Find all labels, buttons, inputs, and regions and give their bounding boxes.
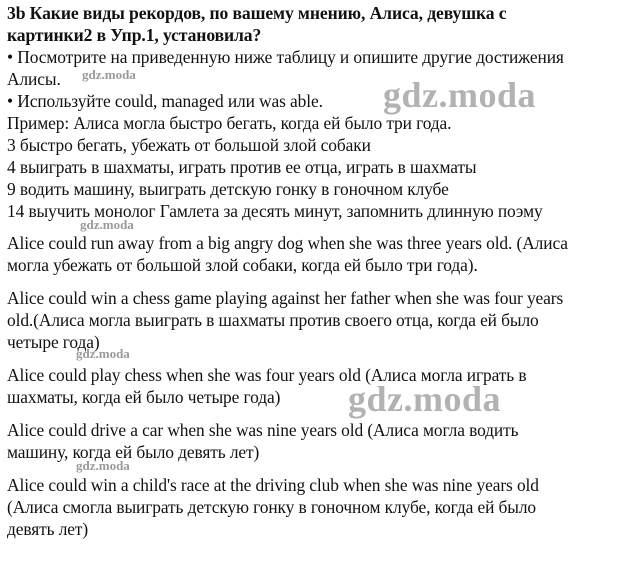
watermark-small: gdz.moda: [76, 458, 130, 473]
answer-3-line-2: шахматы, когда ей было четыре года): [7, 387, 281, 407]
task-heading-line-1: 3b Какие виды рекордов, по вашему мнению, Алиса, девушка с: [7, 3, 507, 23]
answer-3-line-1: Alice could play chess when she was four years old (Алиса могла играть в: [7, 365, 527, 385]
answer-2-line-1: Alice could win a chess game playing against her father when she was four years: [7, 288, 564, 308]
answer-4-line-2: машину, когда ей было девять лет): [7, 442, 260, 462]
watermark-large: [348, 378, 501, 420]
table-row: 14 выучить монолог Гамлета за десять минут, запомнить длинную поэму: [7, 201, 543, 221]
instruction-line-3: • Используйте could, managed или was able.: [7, 91, 323, 111]
watermark-small: gdz.moda: [80, 217, 134, 232]
instruction-line-1: • Посмотрите на приведенную ниже таблицу и опишите другие достижения: [7, 47, 564, 67]
task-heading-line-2: картинки2 в Упр.1, установила?: [7, 25, 262, 45]
answer-2-line-3: четыре года): [7, 332, 100, 352]
watermark-small: gdz.moda: [76, 346, 130, 361]
watermark-large-text: gdz.moda: [383, 75, 537, 115]
answer-1-line-2: могла убежать от большой злой собаки, когда ей было три года).: [7, 255, 478, 275]
table-row: 9 водить машину, выиграть детскую гонку в гоночном клубе: [7, 179, 449, 199]
example-line: Пример: Алиса могла быстро бегать, когда ей было три года.: [7, 113, 452, 133]
instruction-line-2: Алисы.: [7, 69, 61, 89]
watermark-large-text: gdz.moda: [348, 379, 502, 419]
answer-5-line-2: (Алиса смогла выиграть детскую гонку в гоночном клубе, когда ей было: [7, 497, 537, 517]
answer-2-line-2: old.(Алиса могла выиграть в шахматы против своего отца, когда ей было: [7, 310, 539, 330]
answer-4-line-1: Alice could drive a car when she was nine years old (Алиса могла водить: [7, 420, 519, 440]
answer-5-line-1: Alice could win a child's race at the driving club when she was nine years old: [7, 475, 539, 495]
answer-5-line-3: девять лет): [7, 519, 89, 539]
watermark-large: [383, 74, 536, 116]
watermark-small: gdz.moda: [82, 67, 136, 82]
table-row: 3 быстро бегать, убежать от большой злой собаки: [7, 135, 371, 155]
table-row: 4 выиграть в шахматы, играть против ее отца, играть в шахматы: [7, 157, 477, 177]
answer-1-line-1: Alice could run away from a big angry dog when she was three years old. (Алиса: [7, 233, 568, 253]
